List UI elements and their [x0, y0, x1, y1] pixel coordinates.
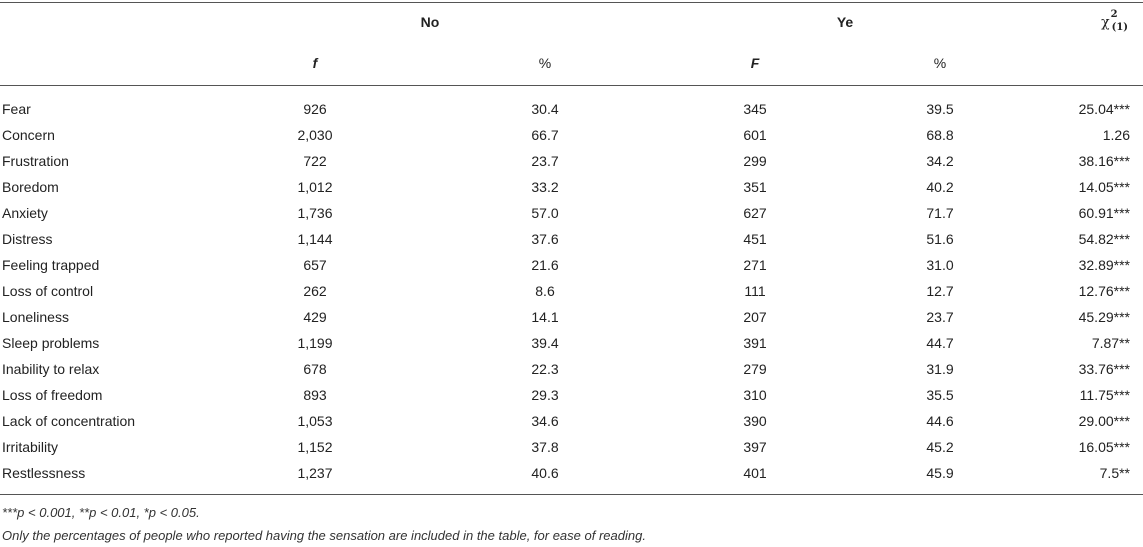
table-row: [0, 174, 1143, 200]
chi-letter: χ: [1101, 14, 1110, 31]
row-label: Fear: [2, 101, 31, 117]
cell-yes-pct: 23.7: [926, 309, 954, 325]
cell-yes-f: 401: [743, 465, 767, 481]
table-row: [0, 86, 1143, 122]
cell-yes-pct: 45.9: [926, 465, 954, 481]
cell-no-pct: 34.6: [531, 413, 559, 429]
cell-no-pct: 14.1: [531, 309, 559, 325]
cell-chi-square: 11.75***: [1079, 387, 1130, 403]
cell-yes-pct: 44.7: [926, 335, 954, 351]
cell-yes-f: 271: [743, 257, 767, 273]
table-row: [0, 382, 1143, 408]
cell-yes-pct: 40.2: [926, 179, 954, 195]
chi-square-symbol: [1101, 9, 1133, 34]
cell-no-pct: 40.6: [531, 465, 559, 481]
cell-yes-pct: 31.0: [926, 257, 954, 273]
cell-chi-square: 45.29***: [1078, 309, 1130, 325]
group-header-yes: Ye: [836, 14, 854, 30]
table-notes: [0, 495, 1143, 547]
table-row: [0, 408, 1143, 434]
row-label: Irritability: [2, 439, 59, 455]
header-empty-cell: [0, 41, 200, 85]
cell-yes-pct: 45.2: [926, 439, 954, 455]
cell-no-f: 1,144: [297, 231, 333, 247]
cell-no-f: 262: [303, 283, 327, 299]
cell-no-f: 1,237: [297, 465, 333, 481]
cell-yes-f: 111: [744, 283, 766, 299]
cell-no-f: 2,030: [297, 127, 333, 143]
table-row: [0, 226, 1143, 252]
group-header-no: No: [420, 14, 440, 30]
table-row: [0, 460, 1143, 494]
row-label: Loss of control: [2, 283, 94, 299]
cell-chi-square: 12.76***: [1078, 283, 1130, 299]
table-row: [0, 148, 1143, 174]
cell-no-pct: 39.4: [531, 335, 559, 351]
table-row: [0, 434, 1143, 460]
cell-yes-pct: 31.9: [926, 361, 954, 377]
row-label: Anxiety: [2, 205, 48, 221]
cell-yes-pct: 35.5: [926, 387, 954, 403]
results-table-body: [0, 86, 1143, 494]
table-row: [0, 356, 1143, 382]
cell-no-f: 657: [303, 257, 327, 273]
cell-no-f: 1,199: [297, 335, 333, 351]
cell-yes-f: 451: [743, 231, 767, 247]
cell-yes-f: 627: [743, 205, 767, 221]
cell-no-pct: 8.6: [535, 283, 555, 299]
row-label: Restlessness: [2, 465, 86, 481]
cell-yes-pct: 39.5: [926, 101, 954, 117]
cell-no-pct: 22.3: [531, 361, 559, 377]
row-label: Inability to relax: [2, 361, 100, 377]
cell-yes-pct: 12.7: [926, 283, 954, 299]
sub-header-f-yes: F: [750, 55, 760, 71]
cell-yes-f: 299: [743, 153, 767, 169]
table-row: [0, 252, 1143, 278]
table-row: [0, 278, 1143, 304]
sub-header-f-no: f: [312, 55, 318, 71]
header-empty-cell: [0, 3, 200, 41]
cell-no-f: 893: [303, 387, 327, 403]
cell-chi-square: 33.76***: [1078, 361, 1130, 377]
row-label: Feeling trapped: [2, 257, 100, 273]
cell-no-f: 926: [303, 101, 327, 117]
row-label: Concern: [2, 127, 55, 143]
cell-yes-f: 345: [743, 101, 767, 117]
significance-note: ***p < 0.001, **p < 0.01, *p < 0.05.: [2, 505, 200, 520]
cell-yes-f: 390: [743, 413, 767, 429]
row-label: Lack of concentration: [2, 413, 136, 429]
header-row-groups: [0, 3, 1143, 41]
cell-chi-square: 14.05***: [1078, 179, 1130, 195]
sub-header-pct-no: %: [538, 55, 552, 71]
cell-chi-square: 7.87**: [1091, 335, 1130, 351]
cell-yes-f: 207: [743, 309, 767, 325]
table-row: [0, 122, 1143, 148]
cell-yes-pct: 44.6: [926, 413, 954, 429]
table-row: [0, 304, 1143, 330]
row-label: Loss of freedom: [2, 387, 103, 403]
cell-yes-f: 351: [743, 179, 767, 195]
chi-subscript: (1): [1111, 22, 1129, 34]
table-body: [0, 86, 1143, 494]
cell-yes-pct: 71.7: [926, 205, 954, 221]
cell-no-f: 722: [303, 153, 327, 169]
cell-chi-square: 54.82***: [1078, 231, 1130, 247]
table-row: [0, 200, 1143, 226]
results-table: [0, 3, 1143, 85]
cell-no-f: 1,736: [297, 205, 333, 221]
cell-no-f: 678: [303, 361, 327, 377]
row-label: Sleep problems: [2, 335, 100, 351]
cell-yes-f: 397: [743, 439, 767, 455]
cell-no-pct: 30.4: [531, 101, 559, 117]
cell-no-pct: 29.3: [531, 387, 559, 403]
cell-yes-pct: 51.6: [926, 231, 954, 247]
cell-no-pct: 66.7: [531, 127, 559, 143]
row-label: Boredom: [2, 179, 59, 195]
cell-chi-square: 25.04***: [1078, 101, 1130, 117]
cell-yes-pct: 68.8: [926, 127, 954, 143]
cell-no-f: 429: [303, 309, 327, 325]
cell-chi-square: 16.05***: [1078, 439, 1130, 455]
row-label: Distress: [2, 231, 53, 247]
cell-no-pct: 21.6: [531, 257, 559, 273]
cell-yes-f: 601: [743, 127, 767, 143]
row-label: Frustration: [2, 153, 69, 169]
cell-chi-square: 38.16***: [1078, 153, 1130, 169]
cell-yes-f: 310: [743, 387, 767, 403]
sub-header-pct-yes: %: [933, 55, 947, 71]
cell-chi-square: 60.91***: [1078, 205, 1130, 221]
chi-square-header: [1030, 3, 1143, 85]
cell-no-pct: 37.6: [531, 231, 559, 247]
row-label: Loneliness: [2, 309, 69, 325]
cell-no-f: 1,053: [297, 413, 333, 429]
cell-yes-f: 279: [743, 361, 767, 377]
cell-yes-f: 391: [743, 335, 767, 351]
cell-chi-square: 1.26: [1102, 127, 1130, 143]
chi-superscript: 2: [1110, 9, 1118, 20]
cell-no-pct: 33.2: [531, 179, 559, 195]
cell-chi-square: 7.5**: [1099, 465, 1130, 481]
cell-no-pct: 57.0: [531, 205, 559, 221]
cell-no-pct: 23.7: [531, 153, 559, 169]
cell-yes-pct: 34.2: [926, 153, 954, 169]
cell-no-pct: 37.8: [531, 439, 559, 455]
cell-chi-square: 29.00***: [1078, 413, 1130, 429]
reading-note: Only the percentages of people who reported having the sensation are included in the table, for ease of reading.: [2, 528, 646, 543]
table-row: [0, 330, 1143, 356]
cell-no-f: 1,012: [297, 179, 333, 195]
cell-no-f: 1,152: [297, 439, 333, 455]
header-row-subcolumns: [0, 41, 1143, 85]
cell-chi-square: 32.89***: [1078, 257, 1130, 273]
